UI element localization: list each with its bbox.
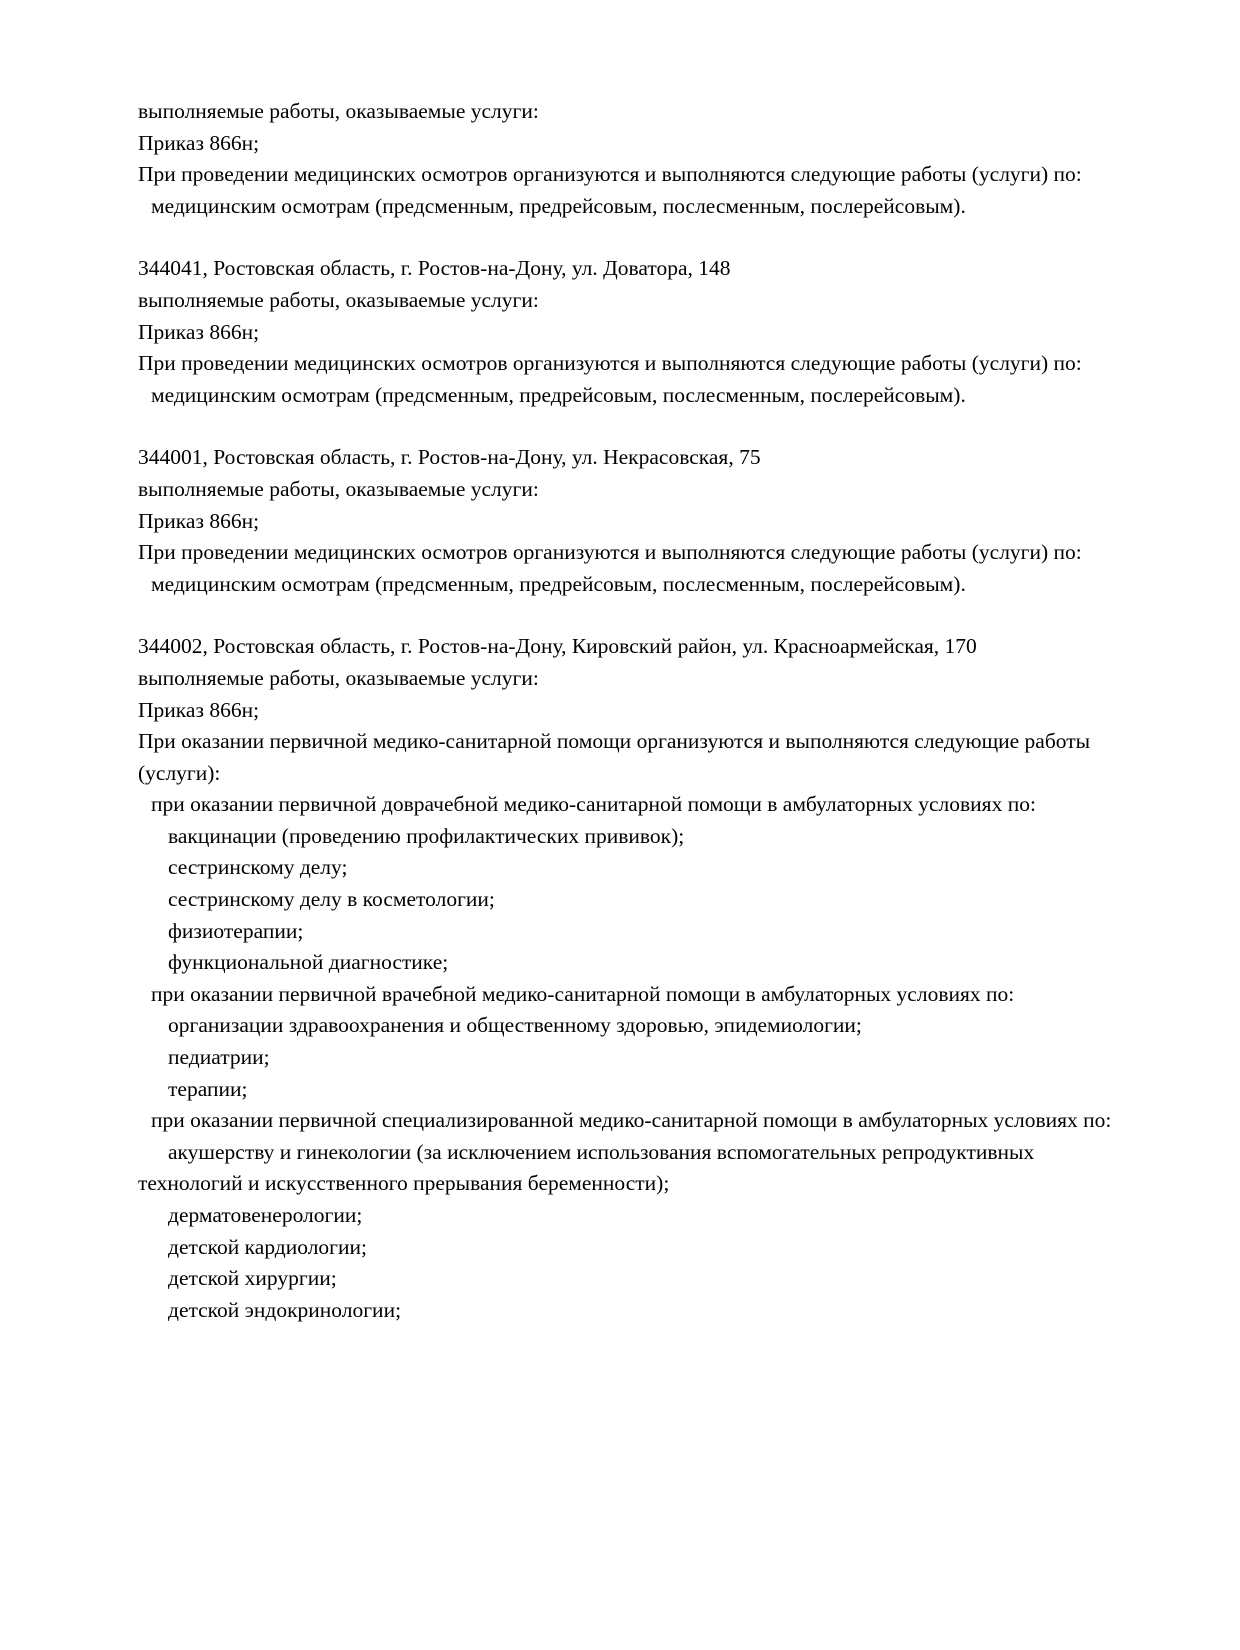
text-line: выполняемые работы, оказываемые услуги: — [138, 287, 539, 312]
text-line: выполняемые работы, оказываемые услуги: — [138, 665, 539, 690]
text-block — [138, 96, 1112, 222]
text-line: 344002, Ростовская область, г. Ростов-на-Дону, Кировский район, ул. Красноармейская, 170 — [138, 634, 977, 659]
text-line: педиатрии; — [168, 1045, 270, 1070]
text-line: При проведении медицинских осмотров организуются и выполняются следующие работы (услуги) по: — [138, 162, 1082, 187]
text-line: дерматовенерологии; — [168, 1203, 363, 1227]
text-line: Приказ 866н; — [138, 508, 260, 533]
text-line: сестринскому делу в косметологии; — [168, 887, 495, 912]
text-line: детской эндокринологии; — [168, 1297, 402, 1322]
text-line: 344001, Ростовская область, г. Ростов-на-Дону, ул. Некрасовская, 75 — [138, 445, 761, 470]
text-line: медицинским осмотрам (предсменным, предрейсовым, послесменным, послерейсовым). — [151, 571, 966, 596]
text-line: функциональной диагностике; — [168, 950, 449, 975]
text-block — [138, 253, 1112, 411]
text-line: физиотерапии; — [168, 918, 304, 943]
document-body — [138, 96, 1112, 1326]
text-line: При проведении медицинских осмотров организуются и выполняются следующие работы (услуги) по: — [138, 540, 1082, 565]
text-line: Приказ 866н; — [138, 130, 260, 155]
text-block — [138, 442, 1112, 600]
text-block — [138, 631, 1112, 1326]
text-line: медицинским осмотрам (предсменным, предрейсовым, послесменным, послерейсовым). — [151, 193, 966, 218]
text-line: 344041, Ростовская область, г. Ростов-на-Дону, ул. Доватора, 148 — [138, 256, 731, 281]
text-line: при оказании первичной врачебной медико-санитарной помощи в амбулаторных условиях по: — [151, 981, 1015, 1006]
text-line: терапии; — [168, 1076, 248, 1101]
text-line: акушерству и гинекологии (за исключением использования вспомогательных репродуктивных технологий и искусственного прерывания беременности); — [138, 1139, 1035, 1196]
text-line: организации здравоохранения и общественному здоровью, эпидемиологии; — [168, 1013, 862, 1038]
text-line: вакцинации (проведению профилактических прививок); — [168, 823, 685, 848]
text-line: детской хирургии; — [168, 1266, 337, 1291]
text-line: сестринскому делу; — [168, 855, 348, 880]
text-line: при оказании первичной специализированной медико-санитарной помощи в амбулаторных условиях по: — [151, 1108, 1112, 1133]
text-line: При оказании первичной медико-санитарной помощи организуются и выполняются следующие работы (услуги): — [138, 729, 1091, 785]
text-line: выполняемые работы, оказываемые услуги: — [138, 99, 539, 123]
text-line: При проведении медицинских осмотров организуются и выполняются следующие работы (услуги) по: — [138, 351, 1082, 376]
text-line: детской кардиологии; — [168, 1234, 367, 1259]
text-line: выполняемые работы, оказываемые услуги: — [138, 476, 539, 501]
text-line: медицинским осмотрам (предсменным, предрейсовым, послесменным, послерейсовым). — [151, 382, 966, 407]
text-line: при оказании первичной доврачебной медико-санитарной помощи в амбулаторных условиях по: — [151, 792, 1036, 817]
text-line: Приказ 866н; — [138, 319, 260, 344]
text-line: Приказ 866н; — [138, 697, 260, 722]
